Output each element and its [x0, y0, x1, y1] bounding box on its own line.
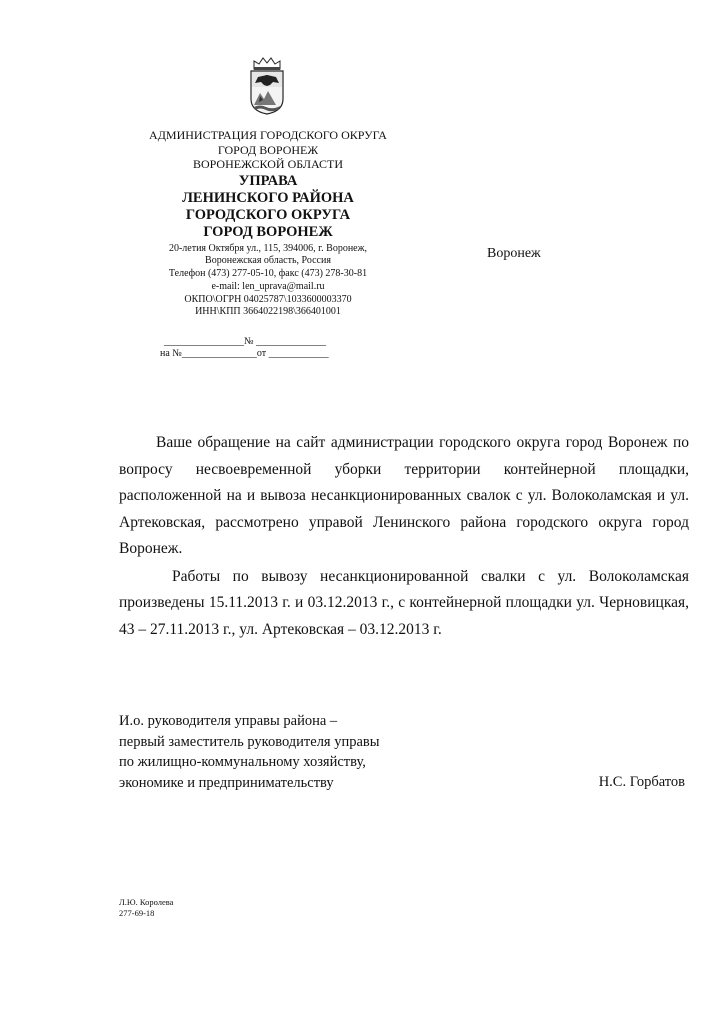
body-paragraph: Работы по вывозу несанкционированной свалки с ул. Волоколамская произведены 15.11.2013 г. и 03.12.2013 г., с контейнерной площадки ул. Черновицкая, 43 – 27.11.2013 г., ул. Артековская – 03.12.2013 г. [119, 567, 689, 638]
title-line: ЛЕНИНСКОГО РАЙОНА [182, 189, 354, 206]
voronezh-coat-of-arms-icon [246, 55, 288, 115]
address-line: Воронежская область, Россия [205, 255, 331, 267]
body-paragraph: Ваше обращение на сайт администрации городского округа город Воронеж по вопросу несвоевременной уборки территории контейнерной площадки, расположенной на и вывоза несанкционированных свалок с ул. Волоколамская и ул. Артековская, рассмотрено управой Ленинского района городского округа город Воронеж. [119, 434, 689, 557]
executor-name: Л.Ю. Королева [119, 897, 174, 907]
signatory-name: Н.С. Горбатов [598, 774, 685, 790]
reference-numbers [160, 336, 329, 360]
letterhead [120, 128, 416, 319]
title-line: УПРАВА [238, 172, 298, 189]
signatory-position-line: первый заместитель руководителя управы [119, 733, 380, 750]
phone-fax-line: Телефон (473) 277-05-10, факс (473) 278-30-81 [168, 268, 368, 280]
okpo-ogrn-line: ОКПО\ОГРН 04025787\1033600003370 [184, 293, 352, 305]
letterhead-title [120, 173, 416, 241]
recipient-city: Воронеж [487, 246, 541, 261]
incoming-number-line: на №_______________от ____________ [160, 348, 329, 359]
address-line: 20-летия Октября ул., 115, 394006, г. Воронеж, [168, 242, 368, 254]
email-line: e-mail: len_uprava@mail.ru [211, 280, 325, 292]
signatory-position-line: И.о. руководителя управы района – [119, 713, 338, 729]
org-line: ВОРОНЕЖСКОЙ ОБЛАСТИ [192, 157, 344, 171]
title-line: ГОРОД ВОРОНЕЖ [203, 223, 333, 240]
letter-body [119, 430, 689, 643]
outgoing-number-line: ________________№ ______________ [164, 336, 327, 347]
title-line: ГОРОДСКОГО ОКРУГА [185, 206, 351, 223]
org-line: ГОРОД ВОРОНЕЖ [217, 142, 319, 157]
executor-info [119, 897, 173, 919]
signature-block [119, 711, 685, 793]
executor-phone: 277-69-18 [119, 908, 155, 918]
org-line: АДМИНИСТРАЦИЯ ГОРОДСКОГО ОКРУГА [149, 128, 387, 142]
signatory-position-line: по жилищно-коммунальному хозяйству, [119, 754, 366, 770]
signatory-position-line: экономике и предпринимательству [119, 774, 334, 791]
inn-kpp-line: ИНН\КПП 3664022198\366401001 [195, 306, 341, 318]
